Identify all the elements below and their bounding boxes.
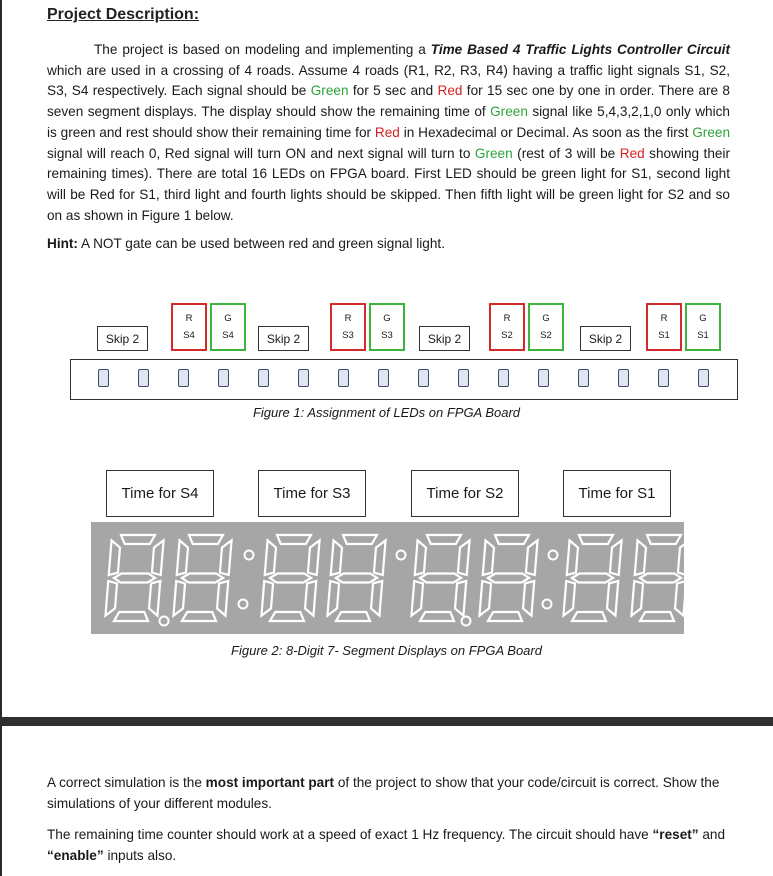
left-margin-line-lower [0,726,2,876]
green-led-label-s3 [369,303,405,351]
skip-label: Skip 2 [97,326,148,351]
led-signal-name: S1 [697,330,709,341]
simulation-paragraph: A correct simulation is the most important part of the project to show that your code/circuit is correct. Show the simulations of your different modules. [47,775,720,811]
led-color-letter: G [224,313,232,324]
figure1-caption: Figure 1: Assignment of LEDs on FPGA Board [252,405,521,420]
led-color-letter: G [699,313,707,324]
led-0 [698,369,709,387]
counter-paragraph: The remaining time counter should work at a speed of exact 1 Hz frequency. The circuit should have “reset” and “enable” inputs also. [47,827,726,863]
led-9 [338,369,349,387]
fpga-led-board [70,359,738,400]
led-7 [418,369,429,387]
led-15 [98,369,109,387]
led-color-letter: G [542,313,550,324]
led-signal-name: S1 [658,330,670,341]
hint-text: Hint: A NOT gate can be used between red and green signal light. [47,236,445,251]
led-color-letter: R [344,313,352,324]
skip-label: Skip 2 [580,326,631,351]
led-3 [578,369,589,387]
led-13 [178,369,189,387]
skip-label: Skip 2 [419,326,470,351]
led-8 [378,369,389,387]
led-5 [498,369,509,387]
time-label-s3: Time for S3 [258,470,366,517]
led-6 [458,369,469,387]
led-14 [138,369,149,387]
time-label-s1: Time for S1 [563,470,671,517]
left-margin-line [0,0,2,720]
led-color-letter: R [660,313,668,324]
led-12 [218,369,229,387]
led-1 [658,369,669,387]
led-color-letter: G [383,313,391,324]
red-led-label-s4 [171,303,207,351]
red-led-label-s3 [330,303,366,351]
seven-segment-display [91,522,684,634]
led-signal-name: S2 [501,330,513,341]
led-color-letter: R [185,313,193,324]
led-10 [298,369,309,387]
led-4 [538,369,549,387]
time-label-s2: Time for S2 [411,470,519,517]
red-led-label-s1 [646,303,682,351]
led-signal-name: S3 [342,330,354,341]
green-led-label-s1 [685,303,721,351]
led-signal-name: S4 [222,330,234,341]
led-signal-name: S3 [381,330,393,341]
led-signal-name: S4 [183,330,195,341]
project-title: Time Based 4 Traffic Lights Controller Circuit [430,42,730,57]
green-led-label-s4 [210,303,246,351]
red-led-label-s2 [489,303,525,351]
led-signal-name: S2 [540,330,552,341]
project-description: The project is based on modeling and implementing a Time Based 4 Traffic Lights Controller Circuit which are used in a crossing of 4 roads. Assume 4 roads (R1, R2, R3, R4) having a traffic light signals S1, S2, S3, S4 respectively. Each signal should be Green for 5 sec and Red for 15 sec one by one in order. There are 8 seven segment displays. The display should show the remaining time of Green signal like 5,4,3,2,1,0 only which is green and rest should show their remaining time for Red in Hexadecimal or Decimal. As soon as the first Green signal will reach 0, Red signal will turn ON and next signal will turn to Green (rest of 3 will be Red showing their remaining times). There are total 16 LEDs on FPGA board. First LED should be green light for S1, second light will be Red for S1, third light and fourth lights should be skipped. Then fifth light will be green light for S2 and so on as shown in Figure 1 below. [47,42,731,223]
skip-label: Skip 2 [258,326,309,351]
green-led-label-s2 [528,303,564,351]
led-2 [618,369,629,387]
figure2-caption: Figure 2: 8-Digit 7- Segment Displays on FPGA Board [231,643,542,658]
time-label-s4: Time for S4 [106,470,214,517]
led-color-letter: R [503,313,511,324]
page-divider [0,717,773,726]
section-heading: Project Description: [47,6,200,23]
led-11 [258,369,269,387]
